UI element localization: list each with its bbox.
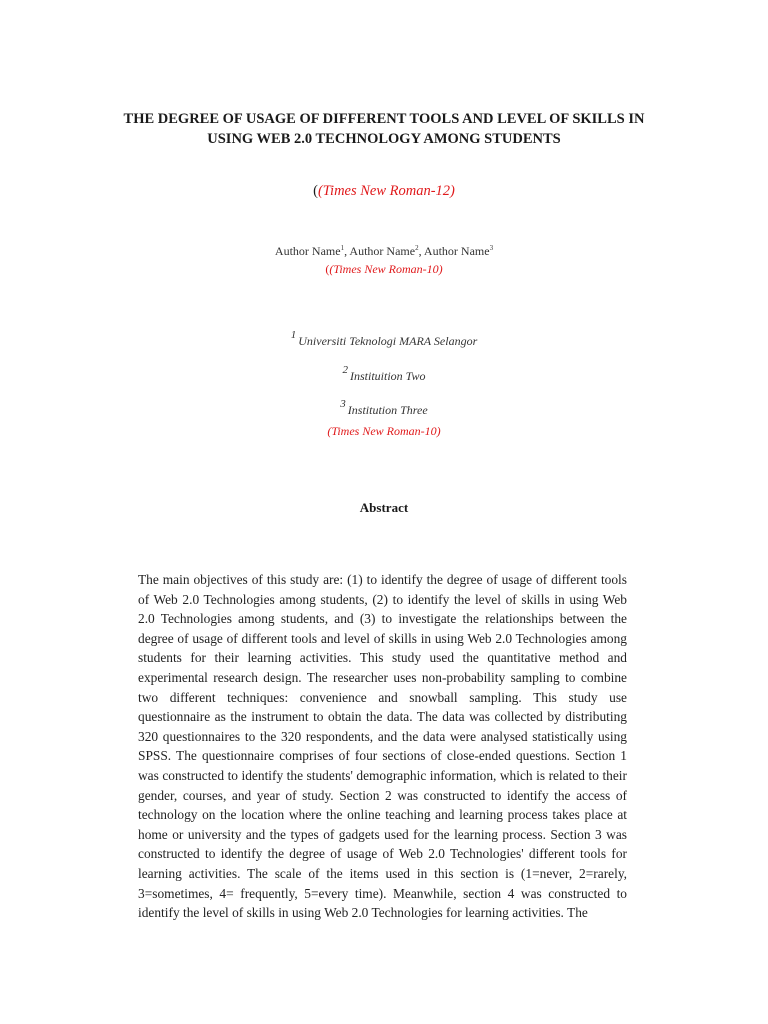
institution-1 — [0, 329, 768, 349]
paper-title: THE DEGREE OF USAGE OF DIFFERENT TOOLS AND LEVEL OF SKILLS IN USING WEB 2.0 TECHNOLOGY AMONG STUDENTS — [123, 111, 645, 147]
institution-3 — [0, 398, 768, 418]
title-font-note — [0, 183, 768, 200]
authors-font-note-open-paren: ( — [325, 262, 330, 276]
author-name: Author Name — [423, 244, 490, 258]
institution-name: Universiti Teknologi MARA Selangor — [298, 334, 478, 348]
author-affiliation-mark: 1 — [340, 244, 345, 252]
title-font-note-open-paren: ( — [313, 183, 318, 199]
author-line — [0, 244, 768, 259]
abstract-heading: Abstract — [359, 500, 409, 515]
author-name: Author Name — [274, 244, 341, 258]
institution-number: 3 — [340, 398, 346, 410]
authors-font-note — [0, 262, 768, 277]
author-affiliation-mark: 2 — [415, 244, 419, 252]
author-affiliation-mark: 3 — [489, 244, 494, 252]
institution-number: 1 — [290, 329, 297, 341]
author-separator: , — [344, 244, 350, 258]
author-name: Author Name — [349, 244, 416, 258]
institution-2 — [0, 364, 768, 384]
institutions-font-note: (Times New Roman-10) — [327, 424, 441, 438]
institution-name: Instituition Two — [350, 369, 426, 383]
institution-number: 2 — [342, 364, 349, 376]
title-font-note-text: (Times New Roman-12) — [317, 183, 455, 199]
institution-name: Institution Three — [347, 403, 428, 417]
authors-font-note-text: (Times New Roman-10) — [329, 262, 443, 276]
author-separator: , — [418, 244, 424, 258]
abstract-body: The main objectives of this study are: (1) to identify the degree of usage of different tools of Web 2.0 Technologies among students, (2) to identify the level of skills in using Web 2.0 Technologies among students, and (3) to investigate the relationships between the degree of usage of different tools and level of skills in using Web 2.0 Technologies among students for their learning activities. This study used the quantitative method and experimental research design. The researcher uses non-probability sampling to combine two different techniques: convenience and snowball sampling. This study use questionnaire as the instrument to obtain the data. The data was collected by distributing 320 questionnaires to the 320 respondents, and the data were analysed statistically using SPSS. The questionnaire comprises of four sections of close-ended questions. Section 1 was constructed to identify the students' demographic information, which is related to their gender, courses, and year of study. Section 2 was constructed to identify the access of technology on the location where the online teaching and learning process takes place at home or university and the types of gadgets used for the learning process. Section 3 was constructed to identify the degree of usage of Web 2.0 Technologies' different tools for learning activities. The scale of the items used in this section is (1=never, 2=rarely, 3=sometimes, 4= frequently, 5=every time). Meanwhile, section 4 was constructed to identify the level of skills in using Web 2.0 Technologies for learning activities. The — [138, 572, 627, 921]
